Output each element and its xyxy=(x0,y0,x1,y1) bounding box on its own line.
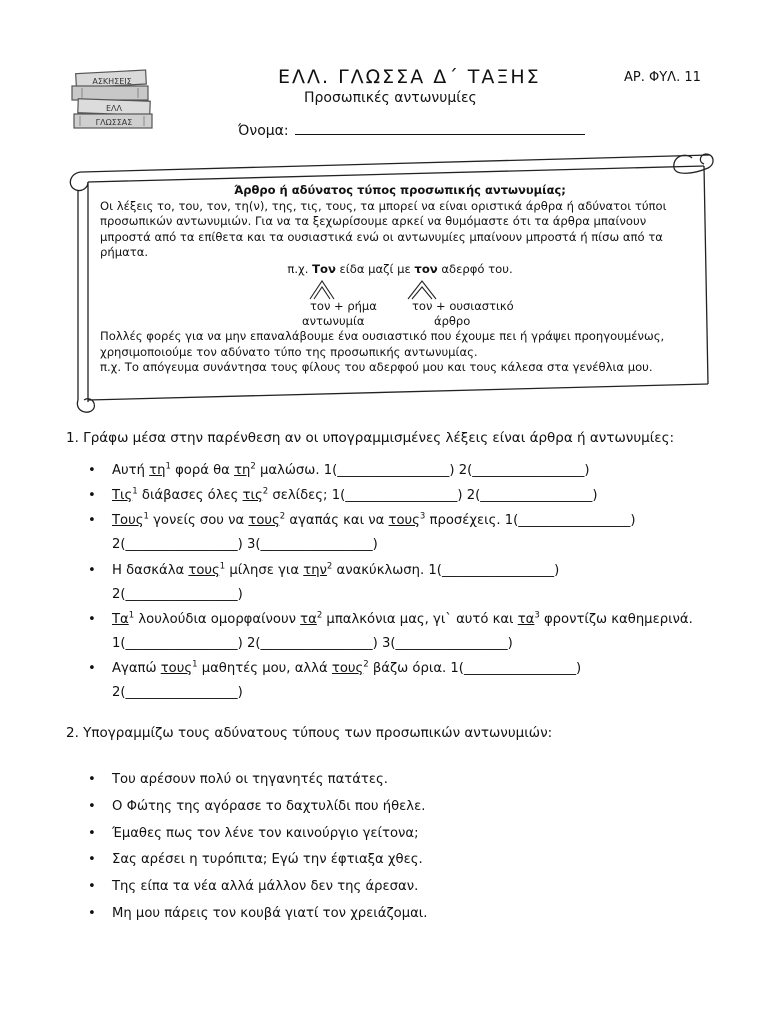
text: γονείς σου να xyxy=(148,513,249,528)
info-paragraph-3: π.χ. Το απόγευμα συνάντησα τους φίλους του αδερφού μου και τους κάλεσα στα γενέθλια μου. xyxy=(100,360,653,374)
sentence[interactable]: Του αρέσουν πολύ οι τηγανητές πατάτες. xyxy=(112,772,388,787)
example-diagram xyxy=(100,277,700,329)
bullet: • xyxy=(88,826,96,841)
bullet: • xyxy=(88,799,96,814)
answer-blank[interactable]: 1(_________________) xyxy=(331,488,463,503)
bullet: • xyxy=(88,563,96,578)
diagram-left-top: τον + ρήμα xyxy=(310,299,377,313)
text: μαθητές μου, αλλά xyxy=(197,661,332,676)
diagram-right-bottom: άρθρο xyxy=(434,314,471,328)
bullet: • xyxy=(88,612,96,627)
text: διάβασες όλες xyxy=(137,488,243,503)
bullet: • xyxy=(88,463,96,478)
answer-blank[interactable]: 1(_________________) xyxy=(323,463,455,478)
answer-blank[interactable]: 2(_________________) xyxy=(112,537,243,552)
bullet: • xyxy=(88,772,96,787)
sheet-number: ΑΡ. ΦΥΛ. 11 xyxy=(624,70,701,85)
target-word: Τις xyxy=(112,488,133,503)
text: φροντίζω καθημερινά. xyxy=(539,612,693,627)
exercise-1-instruction: 1. Γράφω μέσα στην παρένθεση αν οι υπογραμμισμένες λέξεις είναι άρθρα ή αντωνυμίες: xyxy=(66,430,675,446)
text: βάζω όρια. xyxy=(368,661,451,676)
logo-text-1: ΑΣΚΗΣΕΙΣ xyxy=(92,77,132,86)
logo-text-2: ΕΛΛ xyxy=(106,104,122,113)
answer-blank[interactable]: 1(_________________) xyxy=(428,563,560,578)
target-word: τη xyxy=(149,463,166,478)
answer-blank[interactable]: 2(_________________) xyxy=(466,488,598,503)
name-label: Όνομα: xyxy=(238,123,289,139)
sentence[interactable]: Ο Φώτης της αγόρασε το δαχτυλίδι που ήθελε. xyxy=(112,799,426,814)
target-word: τους xyxy=(160,661,193,676)
info-paragraph-1: Οι λέξεις το, του, τον, τη(ν), της, τις, τους, τα μπορεί να είναι οριστικά άρθρα ή αδύνατοι τύποι προσωπικών αντωνυμιών. Για να τα ξεχωρίσουμε αρκεί να θυμόμαστε ότι τα άρθρα μπαίνουν μπροστά από τα επίθετα και τα ουσιαστικά ενώ οι αντωνυμίες μπαίνουν μπροστά ή πίσω από τα ρήματα. xyxy=(100,198,667,259)
text: μπαλκόνια μας, γι` αυτό και xyxy=(322,612,518,627)
bullet: • xyxy=(88,906,96,921)
target-word: Τους xyxy=(112,513,144,528)
target-word: τα xyxy=(517,612,535,627)
text: σελίδες; xyxy=(268,488,332,503)
answer-blank[interactable]: 1(_________________) xyxy=(112,636,243,651)
exercise-2-instruction: 2. Υπογραμμίζω τους αδύνατους τύπους των προσωπικών αντωνυμιών: xyxy=(66,725,553,741)
answer-blank[interactable]: 3(_________________) xyxy=(382,636,513,651)
text: ανακύκλωση. xyxy=(332,563,429,578)
answer-blank[interactable]: 2(_________________) xyxy=(458,463,590,478)
name-field[interactable] xyxy=(238,122,585,139)
bullet: • xyxy=(88,879,96,894)
logo-text-3: ΓΛΩΣΣΑΣ xyxy=(95,118,133,127)
bullet: • xyxy=(88,488,96,503)
diagram-arrows xyxy=(100,277,700,329)
answer-blank[interactable]: 2(_________________) xyxy=(112,685,243,700)
target-word: τους xyxy=(331,661,364,676)
answer-blank[interactable]: 1(_________________) xyxy=(504,513,636,528)
target-word: την xyxy=(303,563,327,578)
books-logo xyxy=(68,68,160,134)
target-word: Τα xyxy=(112,612,129,627)
info-heading: Άρθρο ή αδύνατος τύπος προσωπικής αντωνυμίας; xyxy=(234,183,566,197)
text: λουλούδια ομορφαίνουν xyxy=(134,612,301,627)
example-suffix: αδερφό του. xyxy=(437,261,513,276)
diagram-right-top: τον + ουσιαστικό xyxy=(412,299,514,313)
target-word: τα xyxy=(300,612,317,627)
answer-blank[interactable]: 2(_________________) xyxy=(247,636,378,651)
answer-blank[interactable]: 2(_________________) xyxy=(112,587,243,602)
example-middle: είδα μαζί με xyxy=(335,261,415,276)
sentence[interactable]: Της είπα τα νέα αλλά μάλλον δεν της άρεσαν. xyxy=(112,879,419,894)
text: αγαπάς και να xyxy=(285,513,389,528)
page-title: ΕΛΛ. ΓΛΩΣΣΑ Δ΄ ΤΑΞΗΣ xyxy=(278,66,541,88)
target-word: τη xyxy=(234,463,251,478)
info-box xyxy=(100,183,700,376)
target-word: τους xyxy=(388,513,420,528)
info-example xyxy=(100,262,700,278)
example-word-2: τον xyxy=(414,261,438,276)
page-subtitle: Προσωπικές αντωνυμίες xyxy=(304,90,477,106)
text: προσέχεις. xyxy=(425,513,505,528)
text: μίλησε για xyxy=(225,563,304,578)
bullet: • xyxy=(88,661,96,676)
bullet: • xyxy=(88,852,96,867)
example-prefix: π.χ. xyxy=(287,261,313,276)
text: φορά θα xyxy=(170,463,235,478)
target-word: τους xyxy=(188,563,220,578)
target-word: τους xyxy=(248,513,280,528)
example-word-1: Τον xyxy=(312,261,336,276)
text: Αυτή xyxy=(112,463,150,478)
bullet: • xyxy=(88,513,96,528)
info-paragraph-2: Πολλές φορές για να μην επαναλάβουμε ένα ουσιαστικό που έχουμε πει ή γράψει προηγουμένως, χρησιμοποιούμε τον αδύνατο τύπο της προσωπικής αντωνυμίας. xyxy=(100,329,665,359)
text: μαλώσω. xyxy=(255,463,324,478)
sentence[interactable]: Σας αρέσει η τυρόπιτα; Εγώ την έφτιαξα χθες. xyxy=(112,852,423,867)
target-word: τις xyxy=(242,488,263,503)
text: Η δασκάλα xyxy=(112,563,189,578)
diagram-left-bottom: αντωνυμία xyxy=(302,314,365,328)
answer-blank[interactable]: 1(_________________) xyxy=(450,661,582,676)
text: Αγαπώ xyxy=(112,661,161,676)
answer-blank[interactable]: 3(_________________) xyxy=(247,537,378,552)
sentence[interactable]: Έμαθες πως τον λένε τον καινούργιο γείτονα; xyxy=(112,826,419,841)
sentence[interactable]: Μη μου πάρεις τον κουβά γιατί τον χρειάζομαι. xyxy=(112,906,428,921)
name-blank[interactable] xyxy=(295,122,585,135)
